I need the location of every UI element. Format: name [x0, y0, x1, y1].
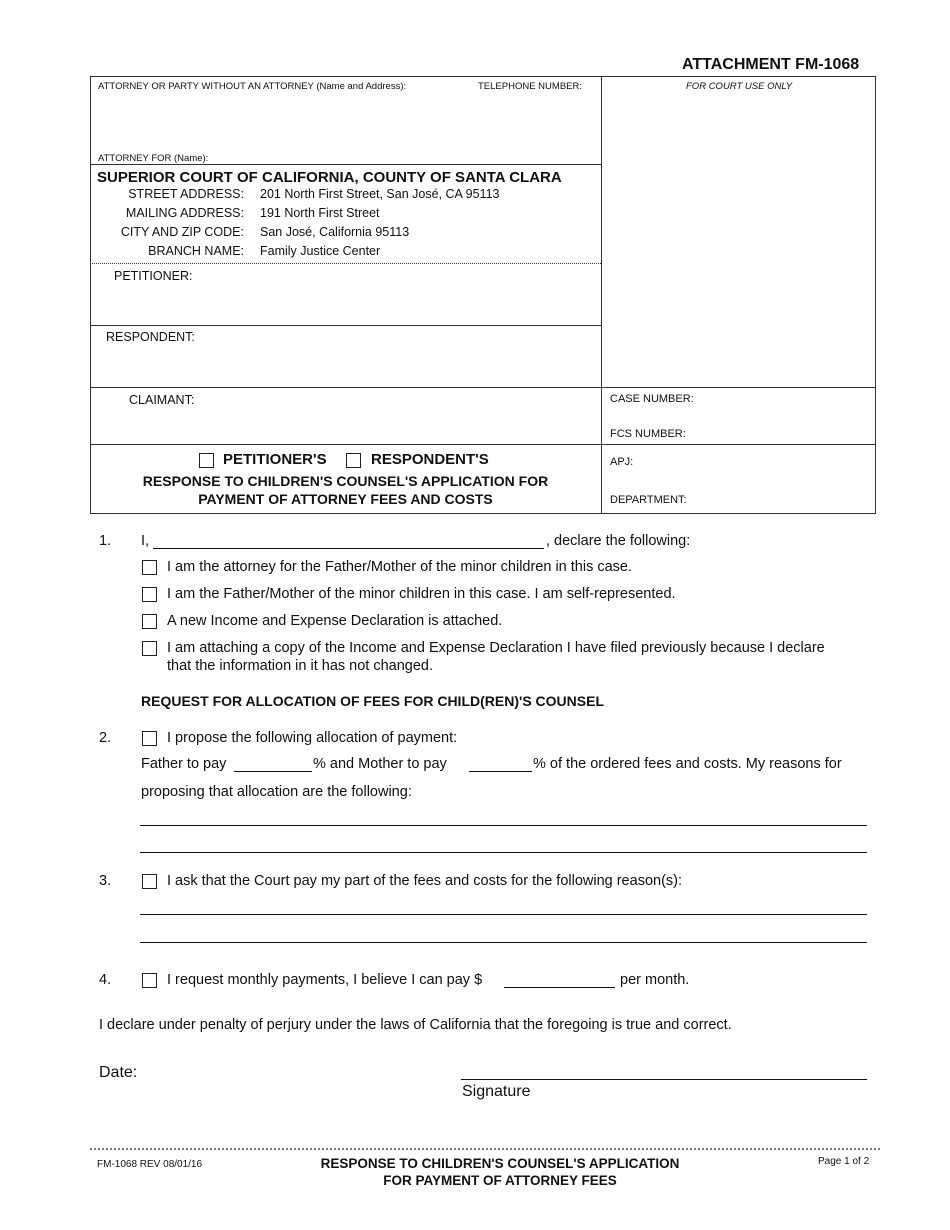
ordered-fees-text: % of the ordered fees and costs. My reasons for: [533, 756, 842, 772]
footer-title-2: FOR PAYMENT OF ATTORNEY FEES: [383, 1173, 617, 1188]
respondent-label: RESPONDENT:: [106, 330, 195, 344]
option-previous-declaration-cont: that the information in it has not changed.: [167, 658, 434, 674]
declarant-name-field[interactable]: [153, 548, 544, 549]
item-1-number: 1.: [99, 533, 112, 549]
attorney-for-label: ATTORNEY FOR (Name):: [98, 153, 209, 164]
reasons-line-1[interactable]: [140, 825, 867, 826]
footer-divider: [90, 1148, 880, 1150]
footer-title-1: RESPONSE TO CHILDREN'S COUNSEL'S APPLICATION: [320, 1156, 680, 1171]
court-pay-checkbox[interactable]: [142, 874, 157, 889]
mailing-address-value: 191 North First Street: [260, 206, 380, 220]
form-title-line2: PAYMENT OF ATTORNEY FEES AND COSTS: [198, 491, 493, 507]
telephone-label: TELEPHONE NUMBER:: [478, 81, 582, 92]
section-heading: REQUEST FOR ALLOCATION OF FEES FOR CHILD(REN)'S COUNSEL: [141, 693, 604, 709]
previous-declaration-checkbox[interactable]: [142, 641, 157, 656]
item-2-text: I propose the following allocation of payment:: [167, 730, 458, 746]
proposing-text: proposing that allocation are the following:: [141, 784, 412, 800]
branch-name-value: Family Justice Center: [260, 244, 381, 258]
petitioners-label: PETITIONER'S: [223, 451, 327, 468]
per-month-text: per month.: [620, 972, 690, 988]
option-new-declaration: A new Income and Expense Declaration is attached.: [167, 613, 503, 629]
item-4-number: 4.: [99, 972, 112, 988]
item-1-prefix: I,: [141, 533, 150, 549]
respondents-label: RESPONDENT'S: [371, 451, 489, 468]
item-3-text: I ask that the Court pay my part of the fees and costs for the following reason(s):: [167, 873, 683, 889]
apj-label: APJ:: [610, 456, 634, 468]
attorney-checkbox[interactable]: [142, 560, 157, 575]
city-zip-label: CITY AND ZIP CODE:: [120, 225, 244, 239]
option-attorney: I am the attorney for the Father/Mother of the minor children in this case.: [167, 559, 633, 575]
claimant-label: CLAIMANT:: [129, 393, 195, 407]
court-name: SUPERIOR COURT OF CALIFORNIA, COUNTY OF SANTA CLARA: [97, 169, 562, 186]
page-number: Page 1 of 2: [818, 1156, 870, 1167]
respondents-checkbox[interactable]: [346, 453, 361, 468]
attachment-title: ATTACHMENT FM-1068: [682, 56, 860, 73]
new-declaration-checkbox[interactable]: [142, 614, 157, 629]
fcs-number-label: FCS NUMBER:: [610, 428, 686, 440]
attorney-label: ATTORNEY OR PARTY WITHOUT AN ATTORNEY (Name and Address):: [98, 81, 407, 92]
footer-form-id: FM-1068 REV 08/01/16: [97, 1159, 203, 1170]
form-title-line1: RESPONSE TO CHILDREN'S COUNSEL'S APPLICATION FOR: [142, 473, 549, 489]
declare-text: , declare the following:: [546, 533, 691, 549]
street-address-label: STREET ADDRESS:: [128, 187, 244, 201]
allocation-checkbox[interactable]: [142, 731, 157, 746]
department-label: DEPARTMENT:: [610, 494, 687, 506]
reasons-line-2[interactable]: [140, 852, 867, 853]
monthly-payments-checkbox[interactable]: [142, 973, 157, 988]
monthly-amount-field[interactable]: [504, 987, 615, 988]
item-3-number: 3.: [99, 873, 112, 889]
court-reasons-line-1[interactable]: [140, 914, 867, 915]
mother-percent-field[interactable]: [469, 771, 532, 772]
mailing-address-label: MAILING ADDRESS:: [125, 206, 244, 220]
option-self-represented: I am the Father/Mother of the minor children in this case. I am self-represented.: [167, 586, 676, 602]
father-to-pay-label: Father to pay: [141, 756, 227, 772]
mother-to-pay-label: % and Mother to pay: [313, 756, 447, 772]
self-represented-checkbox[interactable]: [142, 587, 157, 602]
case-number-label: CASE NUMBER:: [610, 393, 694, 405]
father-percent-field[interactable]: [234, 771, 312, 772]
caption-box: [90, 76, 876, 514]
branch-name-label: BRANCH NAME:: [148, 244, 244, 258]
signature-line[interactable]: [461, 1079, 867, 1080]
perjury-statement: I declare under penalty of perjury under the laws of California that the foregoing is true and correct.: [99, 1017, 732, 1033]
item-4-text: I request monthly payments, I believe I can pay $: [167, 972, 483, 988]
date-label: Date:: [99, 1064, 138, 1081]
petitioner-label: PETITIONER:: [114, 269, 193, 283]
petitioners-checkbox[interactable]: [199, 453, 214, 468]
street-address-value: 201 North First Street, San José, CA 95113: [260, 187, 500, 201]
signature-label: Signature: [462, 1083, 531, 1100]
city-zip-value: San José, California 95113: [260, 225, 410, 239]
option-previous-declaration: I am attaching a copy of the Income and Expense Declaration I have filed previously because I declare: [167, 640, 825, 656]
item-2-number: 2.: [99, 730, 112, 746]
court-reasons-line-2[interactable]: [140, 942, 867, 943]
court-use-label: FOR COURT USE ONLY: [686, 81, 793, 92]
